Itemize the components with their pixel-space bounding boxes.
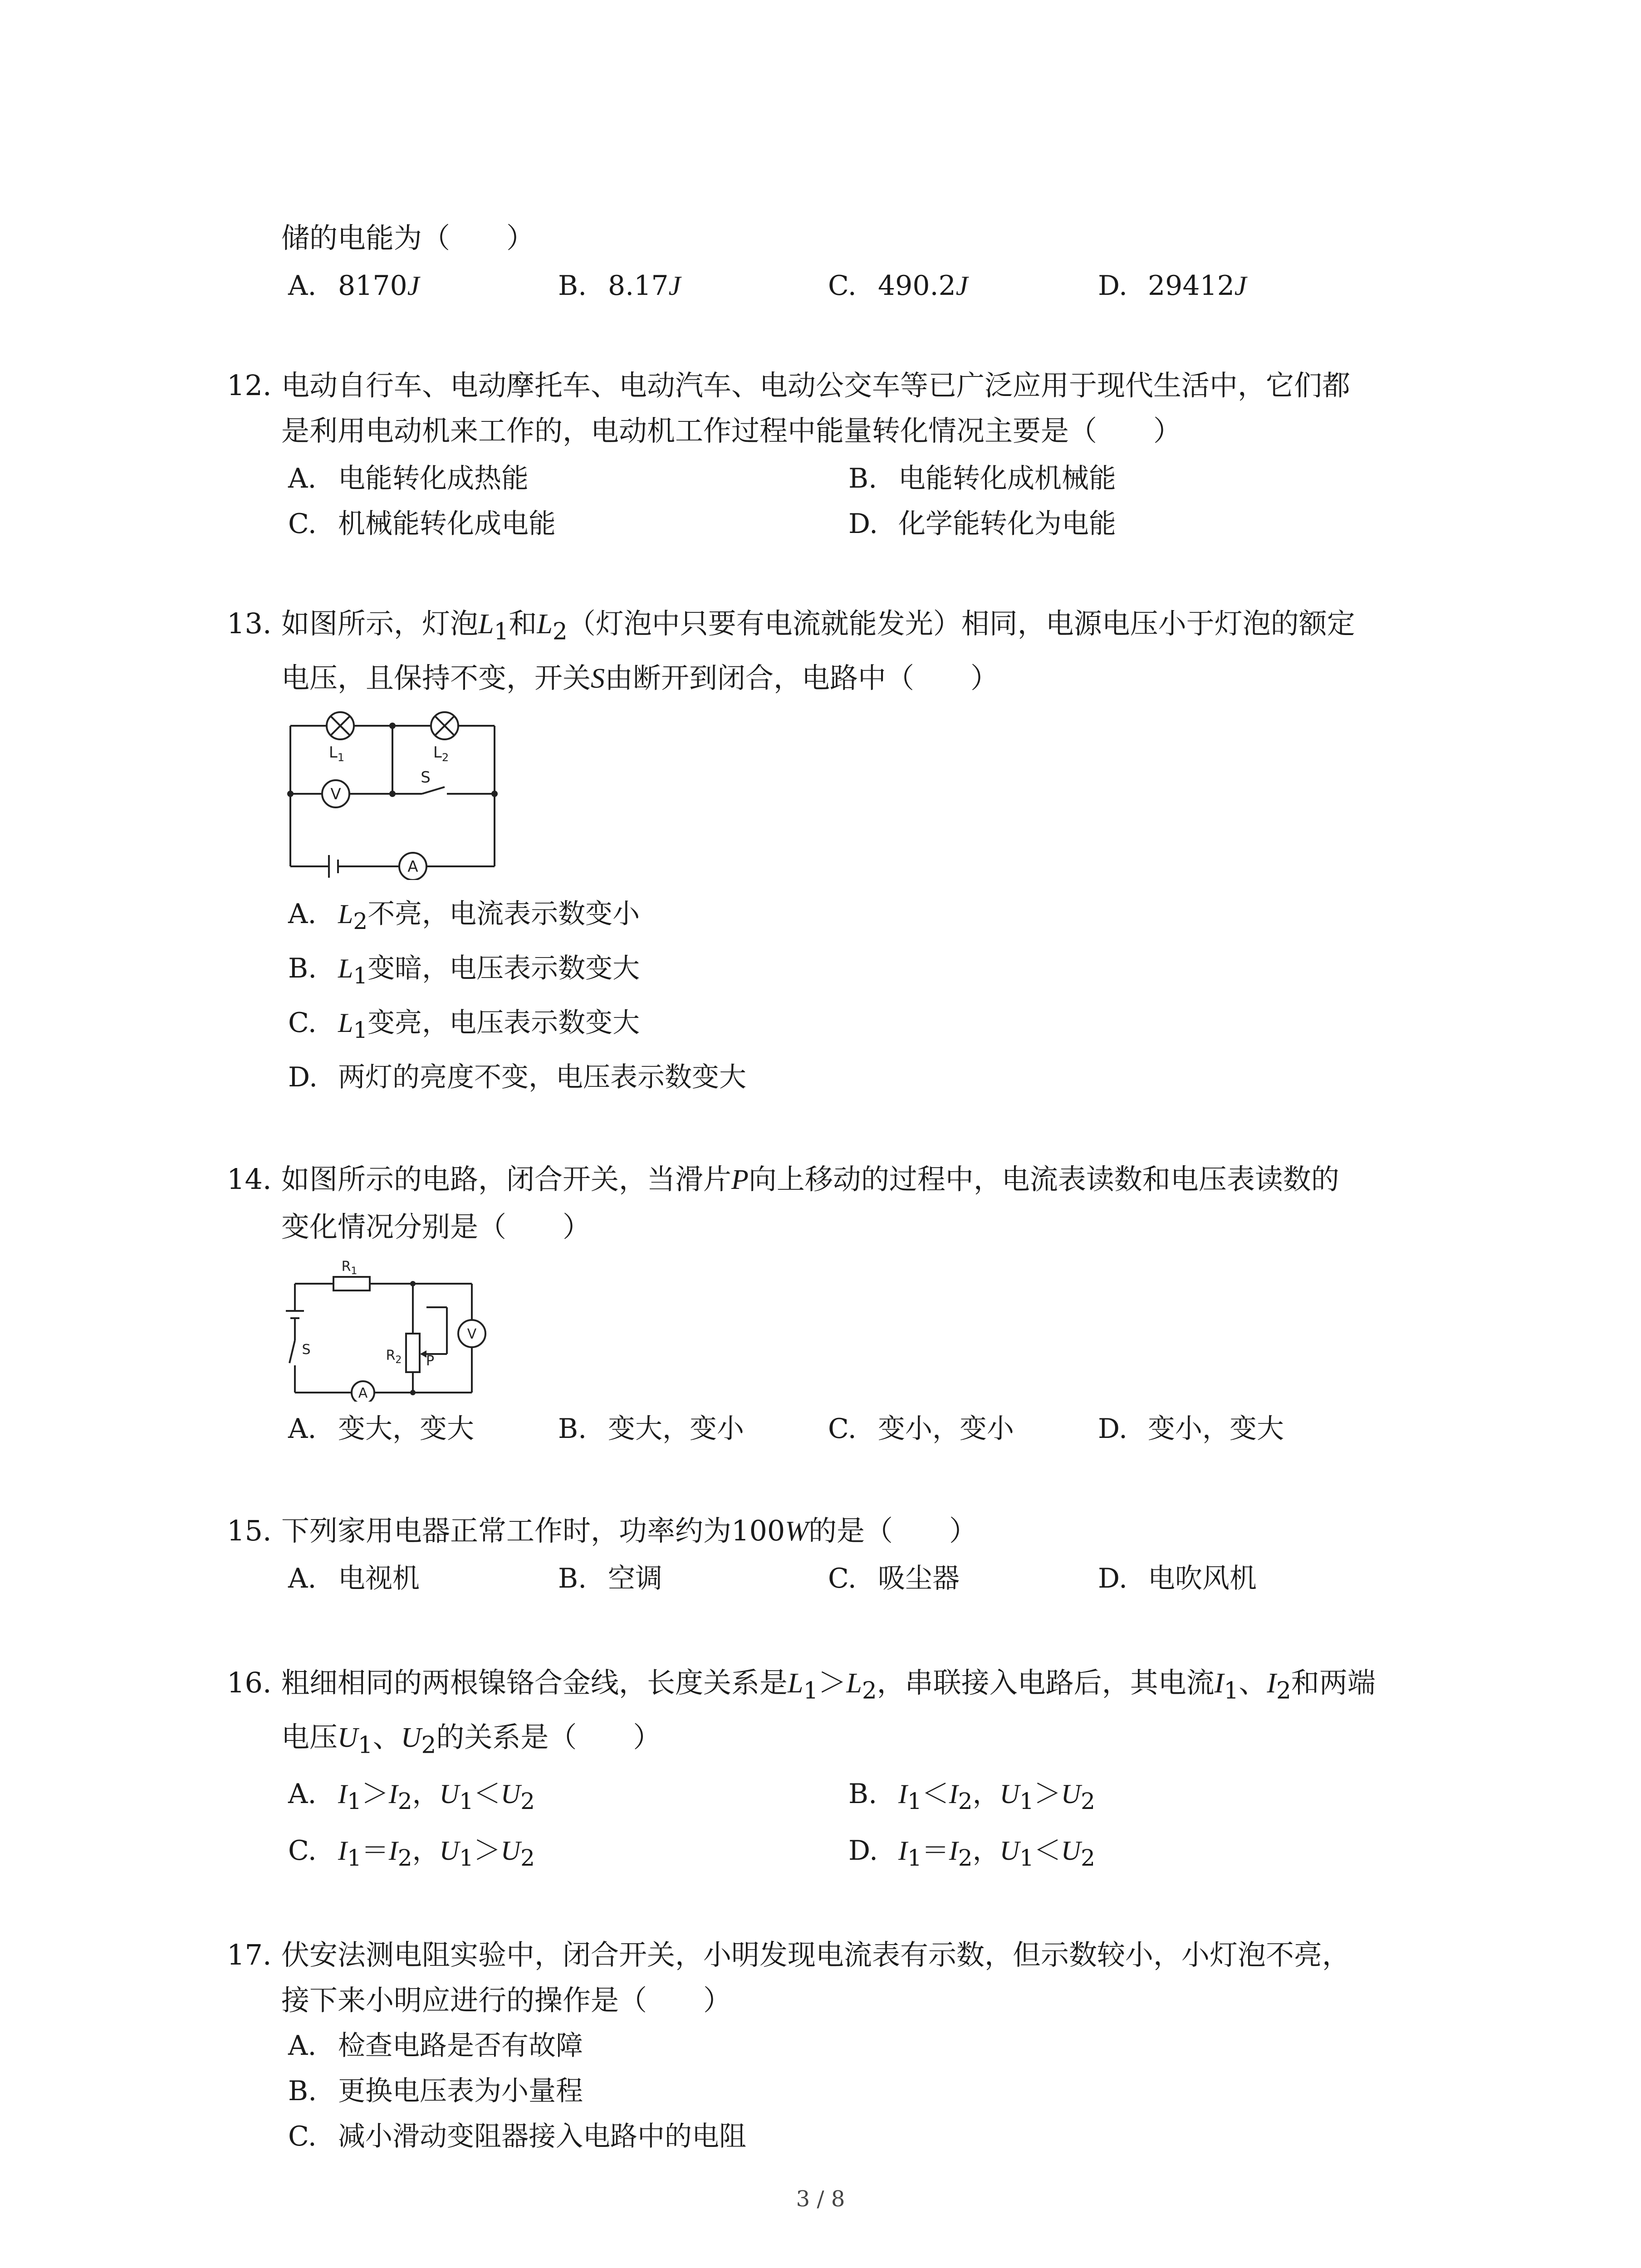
q17-stem-line1: 伏安法测电阻实验中，闭合开关，小明发现电流表有示数，但示数较小，小灯泡不亮，: [281, 1938, 1351, 1971]
q13-voltmeter-label: V: [330, 785, 341, 803]
q14-number: 14.: [227, 1163, 272, 1196]
q13-stem-line2: 电压，且保持不变，开关S由断开到闭合，电路中（ ）: [281, 661, 999, 694]
q11-option-c: C. 490.2J: [828, 270, 968, 302]
q13-stem-line1: 如图所示，灯泡$L_1$和$L_2$（灯泡中只要有电流就能发光）相同，电源电压小于灯泡的额定: [281, 607, 1355, 645]
q13-switch-label: S: [421, 768, 431, 787]
q13-option-a: A. $L_2$不亮，电流表示数变小: [288, 898, 640, 934]
q14-voltmeter-label: V: [467, 1326, 477, 1342]
q15-option-b: B. 空调: [558, 1563, 662, 1594]
q15-option-a: A. 电视机: [288, 1563, 420, 1594]
q16-option-c: C. $I_1=I_2$，$U_1>U_2$: [288, 1835, 535, 1871]
q13-option-b: B. $L_1$变暗，电压表示数变大: [288, 953, 640, 989]
q12-stem-line2: 是利用电动机来工作的，电动机工作过程中能量转化情况主要是（ ）: [281, 414, 1182, 447]
q17-option-a: A. 检查电路是否有故障: [288, 2030, 583, 2062]
q14-slider-label: P: [426, 1353, 435, 1369]
q16-stem-line2: 电压$U_1$、$U_2$的关系是（ ）: [281, 1721, 661, 1759]
q14-stem-line2: 变化情况分别是（ ）: [281, 1210, 591, 1243]
q15-number: 15.: [227, 1514, 272, 1547]
q14-option-c: C. 变小，变小: [828, 1413, 1014, 1445]
q17-number: 17.: [227, 1938, 272, 1971]
q14-option-b: B. 变大，变小: [558, 1413, 744, 1445]
q16-stem-line1: 粗细相同的两根镍铬合金线，长度关系是$L_1>L_2$，串联接入电路后，其电流$I_1$、$I_2$和两端: [281, 1666, 1376, 1705]
q13-option-c: C. $L_1$变亮，电压表示数变大: [288, 1007, 640, 1043]
q17-option-b: B. 更换电压表为小量程: [288, 2075, 583, 2107]
q14-ammeter-label: A: [358, 1385, 368, 1401]
q12-option-a: A. 电能转化成热能: [288, 463, 529, 494]
q14-r2-label: $R_2$: [386, 1348, 402, 1366]
q13-number: 13.: [227, 607, 272, 640]
q12-option-c: C. 机械能转化成电能: [288, 508, 556, 540]
q17-option-c: C. 减小滑动变阻器接入电路中的电阻: [288, 2121, 746, 2152]
q16-number: 16.: [227, 1666, 272, 1699]
q11-option-d: D. 29412J: [1098, 270, 1247, 302]
q13-option-d: D. 两灯的亮度不变，电压表示数变大: [288, 1061, 746, 1093]
q13-circuit-diagram: [281, 708, 517, 880]
q12-option-b: B. 电能转化成机械能: [848, 463, 1116, 494]
q15-option-c: C. 吸尘器: [828, 1563, 960, 1594]
q16-option-b: B. $I_1<I_2$，$U_1>U_2$: [848, 1778, 1095, 1814]
q12-option-d: D. 化学能转化为电能: [848, 508, 1116, 540]
q16-option-d: D. $I_1=I_2$，$U_1<U_2$: [848, 1835, 1095, 1871]
q17-stem-line2: 接下来小明应进行的操作是（ ）: [281, 1984, 732, 2017]
q14-r1-label: $R_1$: [341, 1259, 358, 1277]
q14-option-d: D. 变小，变大: [1098, 1413, 1284, 1445]
q15-stem: 下列家用电器正常工作时，功率约为100W的是（ ）: [281, 1514, 978, 1547]
q14-circuit-diagram: [281, 1256, 499, 1402]
q14-stem-line1: 如图所示的电路，闭合开关，当滑片P向上移动的过程中，电流表读数和电压表读数的: [281, 1163, 1339, 1196]
q14-switch-label: S: [302, 1342, 311, 1358]
q11-option-a: A. 8170J: [288, 270, 420, 302]
q16-option-a: A. $I_1>I_2$，$U_1<U_2$: [288, 1778, 535, 1814]
q13-ammeter-label: A: [407, 858, 418, 876]
q11-option-b: B. 8.17J: [558, 270, 681, 302]
q14-option-a: A. 变大，变大: [288, 1413, 474, 1445]
q12-stem-line1: 电动自行车、电动摩托车、电动汽车、电动公交车等已广泛应用于现代生活中，它们都: [281, 369, 1351, 402]
q12-number: 12.: [227, 369, 272, 402]
q15-option-d: D. 电吹风机: [1098, 1563, 1257, 1594]
q11-stem-tail: 储的电能为（ ）: [281, 221, 535, 254]
q13-lamp1-label: $L_1$: [328, 743, 345, 764]
page-number: 3 / 8: [796, 2186, 845, 2212]
q13-lamp2-label: $L_2$: [433, 743, 449, 764]
